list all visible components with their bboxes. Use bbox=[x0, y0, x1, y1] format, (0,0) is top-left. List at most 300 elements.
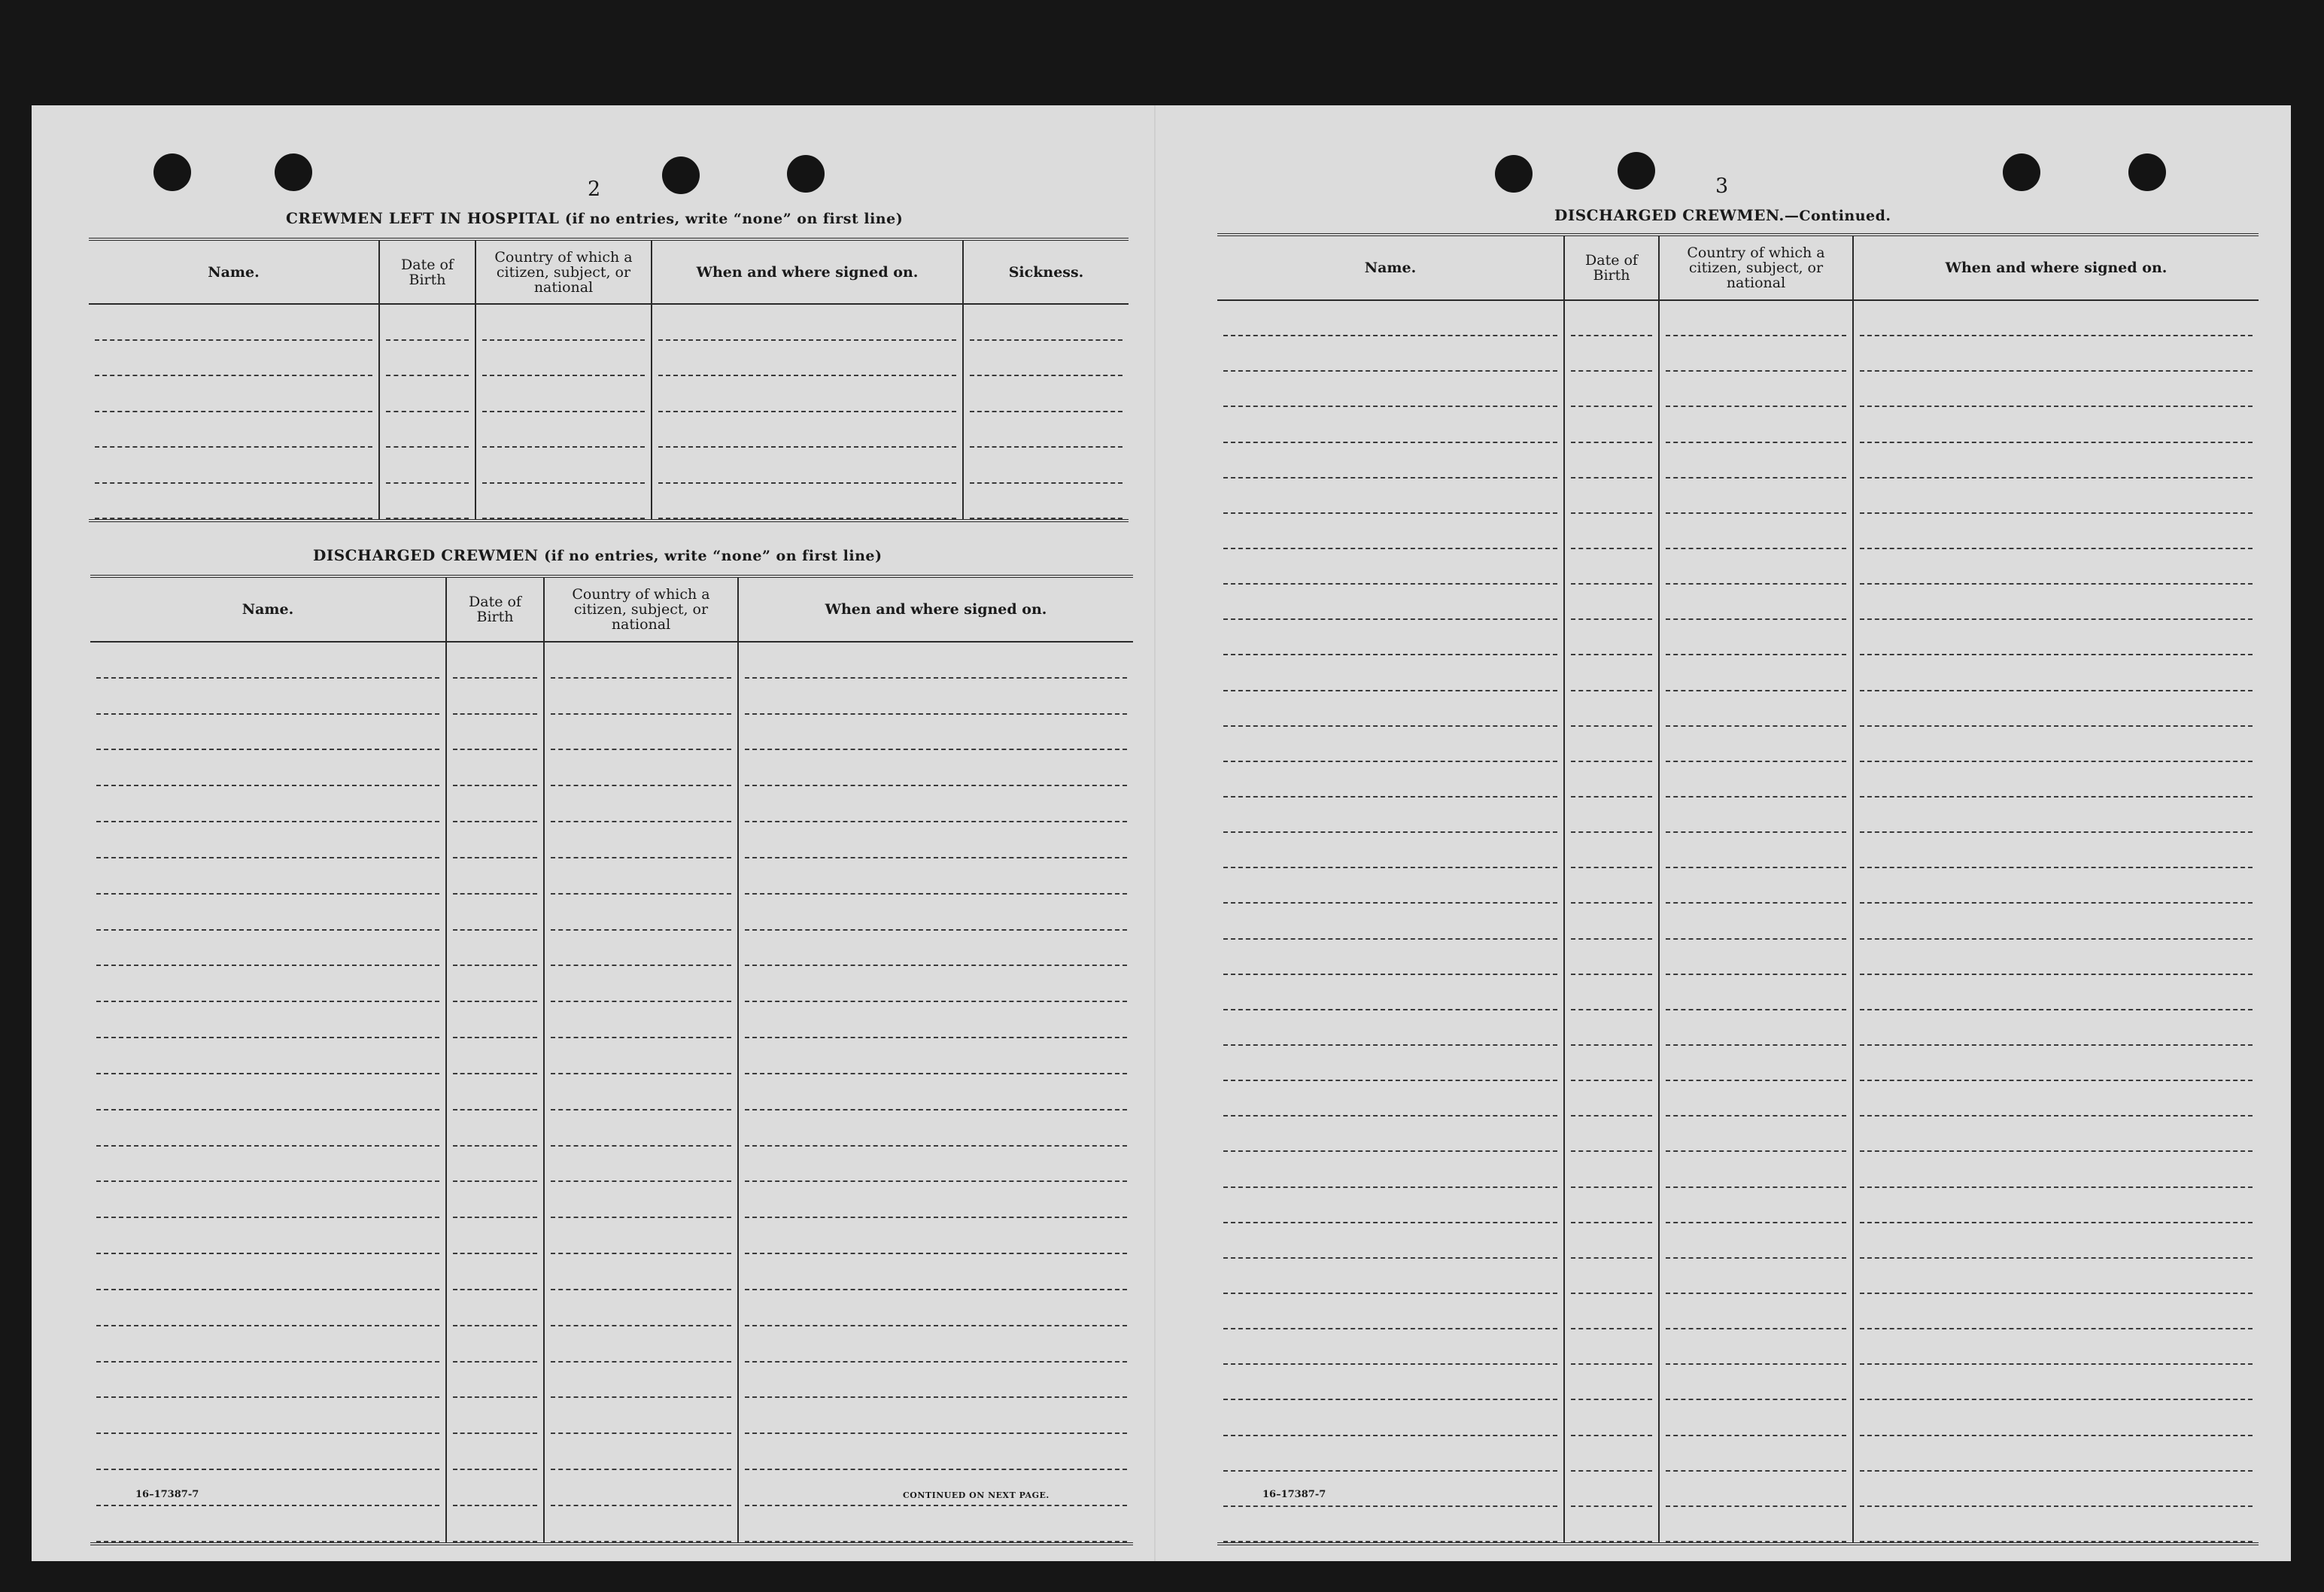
entry-line bbox=[1571, 443, 1652, 479]
entry-line bbox=[551, 1254, 731, 1290]
entry-line bbox=[1571, 868, 1652, 904]
entry-line bbox=[1666, 762, 1846, 798]
entry-line bbox=[1860, 1259, 2253, 1294]
entry-line bbox=[1571, 1507, 1652, 1542]
discharged-section-title bbox=[313, 546, 882, 564]
entry-line bbox=[96, 1398, 439, 1434]
table-body bbox=[1217, 301, 2259, 1542]
entry-line bbox=[1223, 798, 1557, 833]
entry-line bbox=[1860, 904, 2253, 939]
entry-line bbox=[1223, 479, 1557, 514]
entry-line bbox=[551, 931, 731, 967]
entry-line bbox=[745, 895, 1127, 931]
entry-line bbox=[1571, 904, 1652, 939]
entry-line bbox=[453, 715, 537, 751]
column-header-signed-on: When and where signed on. bbox=[1945, 260, 2168, 276]
entry-line bbox=[1860, 514, 2253, 549]
entry-line bbox=[482, 341, 645, 377]
entry-line bbox=[745, 822, 1127, 858]
entry-line bbox=[1571, 1329, 1652, 1365]
entry-line bbox=[551, 1218, 731, 1254]
entry-line bbox=[970, 412, 1123, 448]
entry-line bbox=[1571, 1472, 1652, 1507]
entry-line bbox=[1571, 1259, 1652, 1294]
entry-line bbox=[1666, 1329, 1846, 1365]
entry-line bbox=[1571, 620, 1652, 655]
entry-line bbox=[1860, 1507, 2253, 1542]
entry-line bbox=[96, 643, 439, 679]
column-date-of-birth bbox=[1565, 301, 1660, 1542]
hospital-section-title bbox=[286, 209, 903, 227]
entry-line bbox=[658, 412, 956, 448]
entry-line bbox=[96, 822, 439, 858]
entry-line bbox=[1571, 940, 1652, 975]
entry-line bbox=[551, 1434, 731, 1470]
entry-line bbox=[551, 1110, 731, 1147]
entry-line bbox=[1571, 727, 1652, 762]
entry-line bbox=[1666, 798, 1846, 833]
entry-line bbox=[96, 1218, 439, 1254]
entry-line bbox=[658, 448, 956, 484]
entry-line bbox=[453, 1147, 537, 1183]
entry-line bbox=[96, 1254, 439, 1290]
entry-line bbox=[1860, 1188, 2253, 1223]
entry-line bbox=[551, 895, 731, 931]
entry-line bbox=[745, 1470, 1127, 1506]
punch-hole bbox=[787, 155, 825, 193]
entry-line bbox=[1571, 549, 1652, 585]
entry-line bbox=[745, 1363, 1127, 1399]
entry-line bbox=[1223, 1436, 1557, 1472]
entry-line bbox=[1666, 1223, 1846, 1259]
entry-line bbox=[96, 1470, 439, 1506]
entry-line bbox=[1860, 1081, 2253, 1117]
entry-line bbox=[453, 1110, 537, 1147]
entry-line bbox=[1571, 1436, 1652, 1472]
entry-line bbox=[482, 376, 645, 412]
entry-line bbox=[453, 1470, 537, 1506]
entry-line bbox=[1666, 868, 1846, 904]
entry-line bbox=[1571, 1365, 1652, 1400]
entry-line bbox=[453, 1506, 537, 1542]
entry-line bbox=[1571, 372, 1652, 407]
entry-line bbox=[1860, 1436, 2253, 1472]
entry-line bbox=[745, 1290, 1127, 1326]
entry-line bbox=[482, 484, 645, 520]
entry-line bbox=[96, 1002, 439, 1038]
column-header-name: Name. bbox=[1217, 236, 1565, 299]
entry-line bbox=[386, 448, 469, 484]
entry-line bbox=[1223, 833, 1557, 868]
entry-line bbox=[1571, 1294, 1652, 1329]
entry-line bbox=[1860, 549, 2253, 585]
punch-hole bbox=[662, 156, 700, 194]
entry-line bbox=[1571, 1400, 1652, 1436]
entry-line bbox=[1223, 1223, 1557, 1259]
column-header-sickness: Sickness. bbox=[1008, 263, 1084, 281]
entry-line bbox=[1860, 940, 2253, 975]
entry-line bbox=[96, 966, 439, 1002]
entry-line bbox=[745, 858, 1127, 895]
entry-line bbox=[1860, 1294, 2253, 1329]
entry-line bbox=[386, 341, 469, 377]
entry-line bbox=[1223, 1400, 1557, 1436]
entry-line bbox=[96, 1074, 439, 1110]
column-name bbox=[90, 643, 447, 1542]
entry-line bbox=[96, 715, 439, 751]
entry-line bbox=[551, 1182, 731, 1218]
entry-line bbox=[1223, 1259, 1557, 1294]
entry-line bbox=[745, 1434, 1127, 1470]
entry-line bbox=[1571, 479, 1652, 514]
entry-line bbox=[1223, 301, 1557, 336]
entry-line bbox=[1571, 1046, 1652, 1081]
entry-line bbox=[96, 1363, 439, 1399]
column-header-country: Country of which a citizen, subject, or national bbox=[545, 578, 739, 641]
entry-line bbox=[551, 750, 731, 786]
discharged-continued-table bbox=[1217, 233, 2259, 1545]
entry-line bbox=[658, 305, 956, 341]
entry-line bbox=[745, 1398, 1127, 1434]
entry-line bbox=[1571, 1223, 1652, 1259]
entry-line bbox=[1860, 301, 2253, 336]
entry-line bbox=[1223, 407, 1557, 442]
entry-line bbox=[551, 1038, 731, 1074]
column-name bbox=[89, 305, 380, 519]
column-sickness bbox=[964, 305, 1129, 519]
entry-line bbox=[453, 1218, 537, 1254]
entry-line bbox=[1666, 620, 1846, 655]
entry-line bbox=[1223, 691, 1557, 727]
entry-line bbox=[745, 1182, 1127, 1218]
entry-line bbox=[95, 412, 372, 448]
column-header-signed-on: When and where signed on. bbox=[652, 241, 964, 303]
entry-line bbox=[1666, 301, 1846, 336]
entry-line bbox=[96, 1290, 439, 1326]
entry-line bbox=[1223, 1046, 1557, 1081]
entry-line bbox=[745, 1038, 1127, 1074]
entry-line bbox=[745, 750, 1127, 786]
column-header-name: Name. bbox=[89, 241, 380, 303]
entry-line bbox=[745, 931, 1127, 967]
entry-line bbox=[1666, 691, 1846, 727]
entry-line bbox=[551, 966, 731, 1002]
entry-line bbox=[453, 750, 537, 786]
entry-line bbox=[1860, 655, 2253, 691]
entry-line bbox=[1571, 1010, 1652, 1046]
entry-line bbox=[551, 1326, 731, 1363]
entry-line bbox=[1666, 1436, 1846, 1472]
entry-line bbox=[96, 1434, 439, 1470]
entry-line bbox=[1571, 301, 1652, 336]
entry-line bbox=[1860, 1472, 2253, 1507]
punch-hole bbox=[1495, 155, 1533, 193]
entry-line bbox=[1666, 655, 1846, 691]
entry-line bbox=[551, 786, 731, 822]
entry-line bbox=[1223, 585, 1557, 620]
entry-line bbox=[1223, 762, 1557, 798]
entry-line bbox=[551, 858, 731, 895]
entry-line bbox=[551, 1398, 731, 1434]
form-code: 16–17387-7 bbox=[1262, 1489, 1326, 1500]
column-header-date-of-birth: Date of Birth bbox=[380, 241, 476, 303]
column-country bbox=[476, 305, 652, 519]
punch-hole bbox=[2128, 153, 2166, 191]
entry-line bbox=[386, 376, 469, 412]
entry-line bbox=[1666, 1507, 1846, 1542]
entry-line bbox=[1223, 868, 1557, 904]
entry-line bbox=[1860, 1365, 2253, 1400]
entry-line bbox=[1571, 975, 1652, 1010]
entry-line bbox=[453, 1290, 537, 1326]
entry-line bbox=[1666, 727, 1846, 762]
entry-line bbox=[96, 750, 439, 786]
section-title-text: CREWMEN LEFT IN HOSPITAL bbox=[286, 209, 560, 227]
entry-line bbox=[745, 679, 1127, 715]
entry-line bbox=[1571, 1081, 1652, 1117]
entry-line bbox=[970, 305, 1123, 341]
column-header-country: Country of which a citizen, subject, or national bbox=[476, 241, 652, 303]
entry-line bbox=[1860, 798, 2253, 833]
entry-line bbox=[1571, 762, 1652, 798]
entry-line bbox=[1223, 1010, 1557, 1046]
entry-line bbox=[745, 1110, 1127, 1147]
entry-line bbox=[1571, 1117, 1652, 1152]
section-title-text: DISCHARGED CREWMEN bbox=[313, 546, 539, 564]
entry-line bbox=[1223, 443, 1557, 479]
entry-line bbox=[1223, 372, 1557, 407]
entry-line bbox=[453, 1074, 537, 1110]
section-title-text: DISCHARGED CREWMEN. bbox=[1554, 206, 1785, 224]
entry-line bbox=[96, 858, 439, 895]
entry-line bbox=[970, 484, 1123, 520]
entry-line bbox=[96, 1038, 439, 1074]
entry-line bbox=[658, 341, 956, 377]
entry-line bbox=[1860, 407, 2253, 442]
entry-line bbox=[745, 715, 1127, 751]
form-code: 16–17387-7 bbox=[135, 1489, 199, 1500]
entry-line bbox=[551, 1470, 731, 1506]
punch-hole bbox=[2003, 153, 2040, 191]
entry-line bbox=[453, 858, 537, 895]
column-country bbox=[1660, 301, 1854, 1542]
entry-line bbox=[970, 376, 1123, 412]
entry-line bbox=[453, 679, 537, 715]
column-name bbox=[1217, 301, 1565, 1542]
entry-line bbox=[745, 1147, 1127, 1183]
entry-line bbox=[1223, 1507, 1557, 1542]
column-signed-on bbox=[652, 305, 964, 519]
entry-line bbox=[745, 786, 1127, 822]
page-gutter bbox=[1154, 105, 1156, 1561]
column-date-of-birth bbox=[380, 305, 476, 519]
entry-line bbox=[1223, 940, 1557, 975]
entry-line bbox=[1666, 940, 1846, 975]
entry-line bbox=[1666, 1081, 1846, 1117]
entry-line bbox=[1571, 336, 1652, 372]
entry-line bbox=[1860, 620, 2253, 655]
table-header bbox=[90, 578, 1133, 643]
entry-line bbox=[1223, 975, 1557, 1010]
entry-line bbox=[482, 305, 645, 341]
column-country bbox=[545, 643, 739, 1542]
entry-line bbox=[1860, 585, 2253, 620]
continued-label: —Continued. bbox=[1784, 208, 1891, 224]
entry-line bbox=[551, 1002, 731, 1038]
document-sheet bbox=[32, 105, 2291, 1561]
entry-line bbox=[453, 1363, 537, 1399]
column-header-date-of-birth: Date of Birth bbox=[1565, 236, 1660, 299]
table-body bbox=[90, 643, 1133, 1542]
entry-line bbox=[745, 1074, 1127, 1110]
entry-line bbox=[1666, 904, 1846, 939]
entry-line bbox=[1223, 1152, 1557, 1187]
entry-line bbox=[970, 341, 1123, 377]
entry-line bbox=[386, 484, 469, 520]
column-header-name: Name. bbox=[90, 578, 447, 641]
page-number: 3 bbox=[1715, 175, 1729, 198]
entry-line bbox=[1223, 620, 1557, 655]
entry-line bbox=[96, 895, 439, 931]
entry-line bbox=[1223, 514, 1557, 549]
entry-line bbox=[1223, 1365, 1557, 1400]
entry-line bbox=[95, 376, 372, 412]
entry-line bbox=[453, 1398, 537, 1434]
column-header-country: Country of which a citizen, subject, or national bbox=[1660, 236, 1854, 299]
entry-line bbox=[386, 305, 469, 341]
entry-line bbox=[1860, 762, 2253, 798]
entry-line bbox=[745, 966, 1127, 1002]
entry-line bbox=[96, 1182, 439, 1218]
section-note: (if no entries, write “none” on first line) bbox=[544, 548, 883, 564]
punch-hole bbox=[275, 153, 312, 191]
entry-line bbox=[745, 1218, 1127, 1254]
discharged-continued-title bbox=[1554, 206, 1891, 224]
section-note: (if no entries, write “none” on first line) bbox=[564, 211, 904, 227]
entry-line bbox=[1666, 372, 1846, 407]
page-number: 2 bbox=[588, 178, 601, 201]
entry-line bbox=[1666, 443, 1846, 479]
entry-line bbox=[1860, 1117, 2253, 1152]
entry-line bbox=[551, 822, 731, 858]
entry-line bbox=[453, 931, 537, 967]
entry-line bbox=[1571, 514, 1652, 549]
table-body bbox=[89, 305, 1129, 519]
entry-line bbox=[1666, 1472, 1846, 1507]
entry-line bbox=[453, 1326, 537, 1363]
entry-line bbox=[1666, 514, 1846, 549]
entry-line bbox=[1860, 691, 2253, 727]
entry-line bbox=[1666, 1365, 1846, 1400]
entry-line bbox=[1223, 655, 1557, 691]
entry-line bbox=[1571, 833, 1652, 868]
entry-line bbox=[95, 484, 372, 520]
entry-line bbox=[551, 679, 731, 715]
entry-line bbox=[551, 1074, 731, 1110]
entry-line bbox=[1571, 585, 1652, 620]
entry-line bbox=[1666, 479, 1846, 514]
entry-line bbox=[453, 1038, 537, 1074]
discharged-table bbox=[90, 575, 1133, 1545]
column-signed-on bbox=[1854, 301, 2259, 1542]
entry-line bbox=[1860, 1010, 2253, 1046]
table-header bbox=[89, 241, 1129, 305]
entry-line bbox=[1223, 1081, 1557, 1117]
entry-line bbox=[1666, 1152, 1846, 1187]
entry-line bbox=[1666, 1117, 1846, 1152]
entry-line bbox=[96, 786, 439, 822]
entry-line bbox=[1666, 975, 1846, 1010]
entry-line bbox=[745, 1254, 1127, 1290]
entry-line bbox=[1666, 1046, 1846, 1081]
entry-line bbox=[95, 341, 372, 377]
entry-line bbox=[551, 1147, 731, 1183]
entry-line bbox=[745, 643, 1127, 679]
entry-line bbox=[745, 1002, 1127, 1038]
entry-line bbox=[1860, 727, 2253, 762]
punch-hole bbox=[153, 153, 191, 191]
entry-line bbox=[95, 305, 372, 341]
entry-line bbox=[551, 1290, 731, 1326]
entry-line bbox=[551, 1363, 731, 1399]
entry-line bbox=[1571, 407, 1652, 442]
entry-line bbox=[745, 1326, 1127, 1363]
continued-note: CONTINUED ON NEXT PAGE. bbox=[903, 1490, 1050, 1500]
table-header bbox=[1217, 236, 2259, 301]
entry-line bbox=[96, 931, 439, 967]
entry-line bbox=[1223, 1294, 1557, 1329]
entry-line bbox=[1860, 1400, 2253, 1436]
entry-line bbox=[1666, 1400, 1846, 1436]
entry-line bbox=[1666, 1294, 1846, 1329]
entry-line bbox=[96, 1110, 439, 1147]
entry-line bbox=[1666, 833, 1846, 868]
entry-line bbox=[1666, 1259, 1846, 1294]
entry-line bbox=[1571, 1188, 1652, 1223]
entry-line bbox=[658, 484, 956, 520]
entry-line bbox=[95, 448, 372, 484]
entry-line bbox=[453, 643, 537, 679]
entry-line bbox=[1666, 1010, 1846, 1046]
entry-line bbox=[96, 1326, 439, 1363]
entry-line bbox=[551, 715, 731, 751]
punch-hole bbox=[1618, 152, 1655, 190]
entry-line bbox=[1860, 1152, 2253, 1187]
entry-line bbox=[96, 1506, 439, 1542]
entry-line bbox=[551, 643, 731, 679]
hospital-table bbox=[89, 238, 1129, 522]
entry-line bbox=[1666, 336, 1846, 372]
entry-line bbox=[1860, 372, 2253, 407]
entry-line bbox=[1571, 798, 1652, 833]
entry-line bbox=[1666, 549, 1846, 585]
entry-line bbox=[1666, 1188, 1846, 1223]
entry-line bbox=[1571, 691, 1652, 727]
entry-line bbox=[1860, 479, 2253, 514]
entry-line bbox=[658, 376, 956, 412]
entry-line bbox=[551, 1506, 731, 1542]
entry-line bbox=[1223, 727, 1557, 762]
entry-line bbox=[1223, 549, 1557, 585]
entry-line bbox=[1860, 868, 2253, 904]
entry-line bbox=[1223, 1329, 1557, 1365]
entry-line bbox=[453, 1434, 537, 1470]
entry-line bbox=[96, 679, 439, 715]
column-signed-on bbox=[739, 643, 1133, 1542]
entry-line bbox=[386, 412, 469, 448]
entry-line bbox=[453, 1182, 537, 1218]
entry-line bbox=[1666, 585, 1846, 620]
